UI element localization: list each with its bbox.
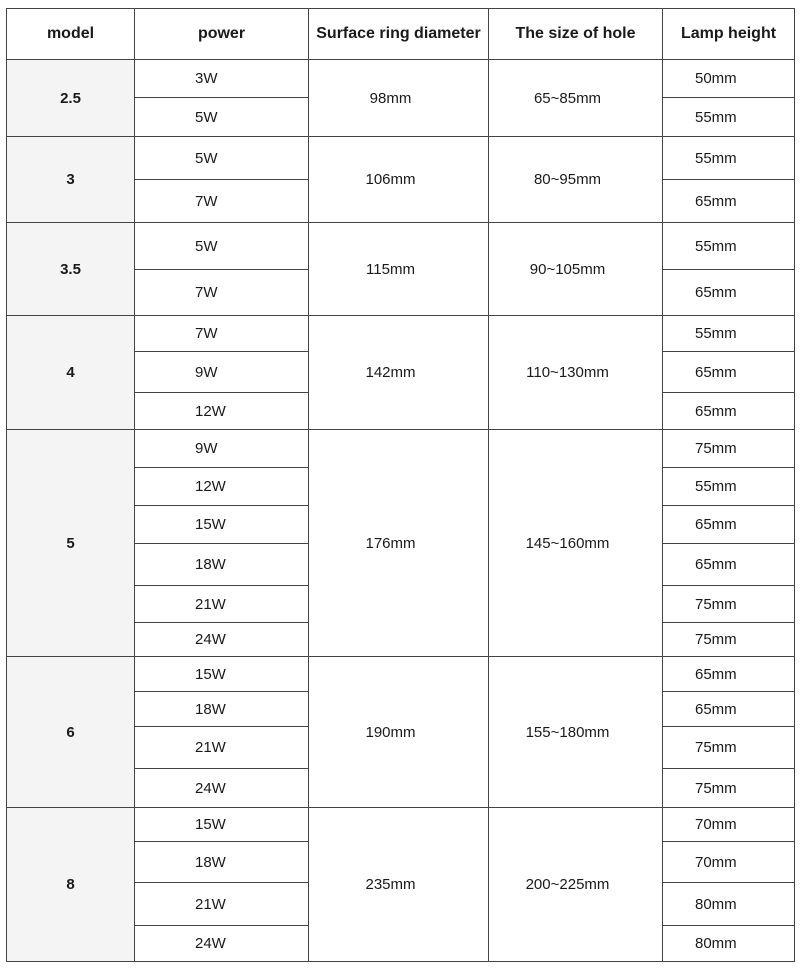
- hole-size-value: 90~105mm: [529, 260, 606, 278]
- power-cell: 24W: [135, 926, 309, 962]
- ring-diameter-value: 190mm: [365, 723, 416, 741]
- ring-diameter-value: 106mm: [365, 171, 416, 188]
- lamp-height-cell: 65mm: [663, 180, 795, 223]
- power-cell: 5W: [135, 98, 309, 137]
- power-cell: 12W: [135, 393, 309, 430]
- model-cell: 4: [7, 316, 135, 430]
- table-header: [7, 9, 795, 60]
- lamp-height-cell: 80mm: [663, 926, 795, 962]
- ring-diameter-cell: [309, 430, 489, 657]
- power-cell: 3W: [135, 60, 309, 98]
- power-cell: 24W: [135, 769, 309, 808]
- lamp-height-cell: 65mm: [663, 393, 795, 430]
- header-row: [7, 9, 795, 60]
- power-cell: 7W: [135, 270, 309, 316]
- model-cell: 5: [7, 430, 135, 657]
- header-model: model: [7, 9, 135, 60]
- hole-size-cell: [489, 657, 663, 808]
- lamp-height-cell: 70mm: [663, 808, 795, 842]
- lamp-height-cell: 75mm: [663, 586, 795, 623]
- lamp-height-cell: 65mm: [663, 352, 795, 393]
- header-lamp: Lamp height: [663, 9, 795, 60]
- hole-size-cell: [489, 430, 663, 657]
- header-hole: The size of hole: [489, 9, 663, 60]
- table-row: [7, 657, 795, 692]
- lamp-height-cell: 55mm: [663, 316, 795, 352]
- model-cell: 3: [7, 137, 135, 223]
- lamp-height-cell: 75mm: [663, 769, 795, 808]
- hole-size-value: 65~85mm: [533, 89, 602, 107]
- model-cell: 2.5: [7, 60, 135, 137]
- model-cell: 6: [7, 657, 135, 808]
- power-cell: 5W: [135, 137, 309, 180]
- lamp-height-cell: 65mm: [663, 506, 795, 544]
- hole-size-cell: [489, 137, 663, 223]
- power-cell: 21W: [135, 883, 309, 926]
- ring-diameter-value: 235mm: [365, 876, 416, 893]
- lamp-height-cell: 75mm: [663, 623, 795, 657]
- power-cell: 15W: [135, 506, 309, 544]
- hole-size-value: 200~225mm: [525, 876, 610, 893]
- hole-size-cell: [489, 60, 663, 137]
- model-cell: 8: [7, 808, 135, 962]
- ring-diameter-value: 176mm: [365, 534, 416, 552]
- table-row: [7, 223, 795, 270]
- lamp-height-cell: 70mm: [663, 842, 795, 883]
- ring-diameter-value: 98mm: [369, 89, 412, 107]
- lamp-height-cell: 55mm: [663, 137, 795, 180]
- spec-table: [6, 8, 795, 962]
- hole-size-value: 80~95mm: [533, 171, 602, 188]
- table-row: [7, 60, 795, 98]
- power-cell: 21W: [135, 727, 309, 769]
- lamp-height-cell: 55mm: [663, 223, 795, 270]
- ring-diameter-value: 115mm: [366, 260, 415, 278]
- hole-size-value: 145~160mm: [525, 534, 610, 552]
- hole-size-value: 155~180mm: [525, 723, 610, 741]
- hole-size-cell: [489, 808, 663, 962]
- ring-diameter-cell: [309, 657, 489, 808]
- ring-diameter-value: 142mm: [365, 364, 416, 381]
- power-cell: 9W: [135, 352, 309, 393]
- hole-size-cell: [489, 223, 663, 316]
- ring-diameter-cell: [309, 137, 489, 223]
- hole-size-value: 110~130mm: [526, 364, 609, 381]
- table-body: [7, 60, 795, 962]
- power-cell: 7W: [135, 316, 309, 352]
- lamp-height-cell: 55mm: [663, 98, 795, 137]
- power-cell: 5W: [135, 223, 309, 270]
- header-ring: Surface ring diameter: [309, 9, 489, 60]
- lamp-height-cell: 55mm: [663, 468, 795, 506]
- ring-diameter-cell: [309, 60, 489, 137]
- lamp-height-cell: 65mm: [663, 270, 795, 316]
- ring-diameter-cell: [309, 223, 489, 316]
- lamp-height-cell: 65mm: [663, 692, 795, 727]
- lamp-height-cell: 65mm: [663, 657, 795, 692]
- table-row: [7, 808, 795, 842]
- lamp-height-cell: 50mm: [663, 60, 795, 98]
- power-cell: 9W: [135, 430, 309, 468]
- power-cell: 15W: [135, 808, 309, 842]
- header-power: power: [135, 9, 309, 60]
- ring-diameter-cell: [309, 316, 489, 430]
- ring-diameter-cell: [309, 808, 489, 962]
- power-cell: 15W: [135, 657, 309, 692]
- lamp-height-cell: 65mm: [663, 544, 795, 586]
- power-cell: 18W: [135, 692, 309, 727]
- power-cell: 24W: [135, 623, 309, 657]
- lamp-height-cell: 75mm: [663, 727, 795, 769]
- power-cell: 21W: [135, 586, 309, 623]
- model-cell: 3.5: [7, 223, 135, 316]
- table-row: [7, 430, 795, 468]
- power-cell: 12W: [135, 468, 309, 506]
- table-row: [7, 316, 795, 352]
- hole-size-cell: [489, 316, 663, 430]
- power-cell: 18W: [135, 842, 309, 883]
- lamp-height-cell: 75mm: [663, 430, 795, 468]
- lamp-height-cell: 80mm: [663, 883, 795, 926]
- power-cell: 7W: [135, 180, 309, 223]
- table-row: [7, 137, 795, 180]
- power-cell: 18W: [135, 544, 309, 586]
